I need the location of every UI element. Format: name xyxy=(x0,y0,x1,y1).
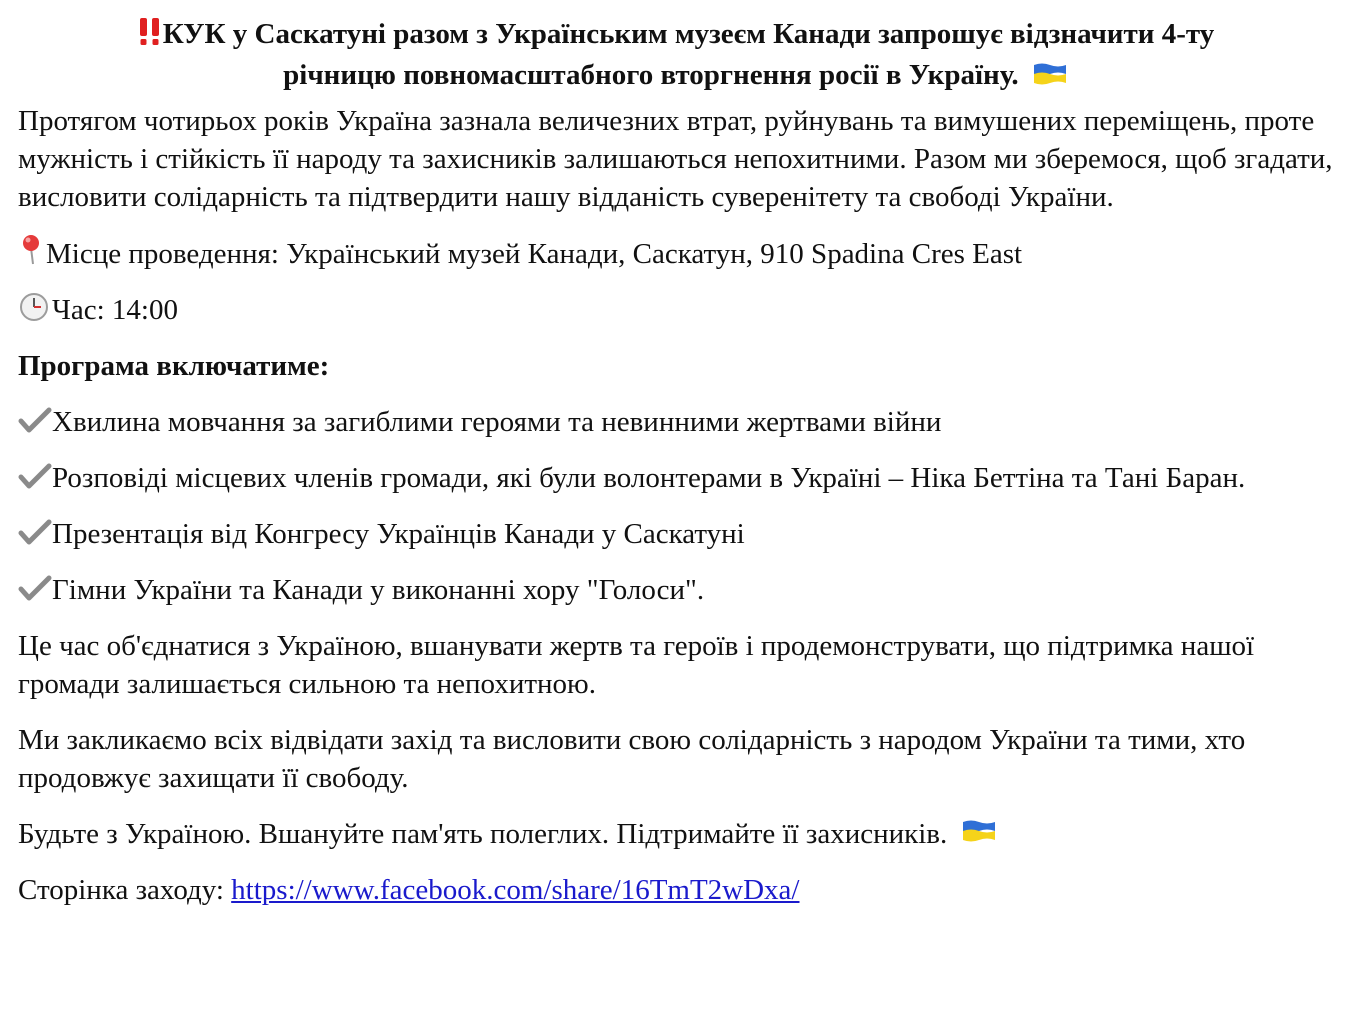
event-page-line xyxy=(18,871,1333,909)
closing-paragraph-2: Ми закликаємо всіх відвідати захід та висловити свою солідарність з народом України та тими, хто продовжує захищати її свободу. xyxy=(18,724,1246,794)
program-item-text: Презентація від Конгресу Українців Канади у Саскатуні xyxy=(52,518,745,550)
ukraine-flag-icon xyxy=(1032,61,1068,87)
program-item-text: Хвилина мовчання за загиблими героями та невинними жертвами війни xyxy=(52,406,942,438)
closing-paragraph-3 xyxy=(18,815,1333,853)
program-item xyxy=(18,459,1333,497)
program-heading: Програма включатиме: xyxy=(18,350,330,382)
program-item xyxy=(18,515,1333,553)
round-pushpin-icon xyxy=(18,234,46,266)
ukraine-flag-icon xyxy=(961,820,997,846)
closing-paragraph-1: Це час об'єднатися з Україною, вшанувати жертв та героїв і продемонструвати, що підтримка нашої громади залишається сильною та непохитною. xyxy=(18,630,1255,700)
event-page-label: Сторінка заходу: xyxy=(18,874,224,906)
double-exclamation-icon xyxy=(137,16,163,46)
check-mark-icon xyxy=(18,462,52,490)
event-page-link[interactable]: https://www.facebook.com/share/16TmT2wDxa/ xyxy=(231,874,800,906)
title-line-1: КУК у Саскатуні разом з Українським музеєм Канади запрошує відзначити 4-ту xyxy=(162,18,1215,50)
intro-paragraph: Протягом чотирьох років Україна зазнала величезних втрат, руйнувань та вимушених переміщень, проте мужність і стійкість її народу та захисників залишаються непохитними. Разом ми зберемося, щоб згадати, висловити солідарність та підтвердити нашу відданість суверенітету та свободі України. xyxy=(18,105,1333,213)
time-line xyxy=(18,291,1333,329)
check-mark-icon xyxy=(18,574,52,602)
time-text: Час: 14:00 xyxy=(52,294,178,326)
program-item xyxy=(18,403,1333,441)
check-mark-icon xyxy=(18,406,52,434)
location-text: Місце проведення: Український музей Канади, Саскатун, 910 Spadina Cres East xyxy=(46,238,1023,270)
title-line-2: річницю повномасштабного вторгнення росії в Україну. xyxy=(283,59,1019,91)
closing-text-3: Будьте з Україною. Вшануйте пам'ять полеглих. Підтримайте її захисників. xyxy=(18,818,948,850)
program-item xyxy=(18,571,1333,609)
location-line xyxy=(18,234,1333,273)
check-mark-icon xyxy=(18,518,52,546)
program-item-text: Розповіді місцевих членів громади, які були волонтерами в Україні – Ніка Беттіна та Тані Баран. xyxy=(52,462,1246,494)
clock-icon xyxy=(18,292,52,322)
page-title xyxy=(18,14,1333,96)
program-item-text: Гімни України та Канади у виконанні хору "Голоси". xyxy=(52,574,705,606)
